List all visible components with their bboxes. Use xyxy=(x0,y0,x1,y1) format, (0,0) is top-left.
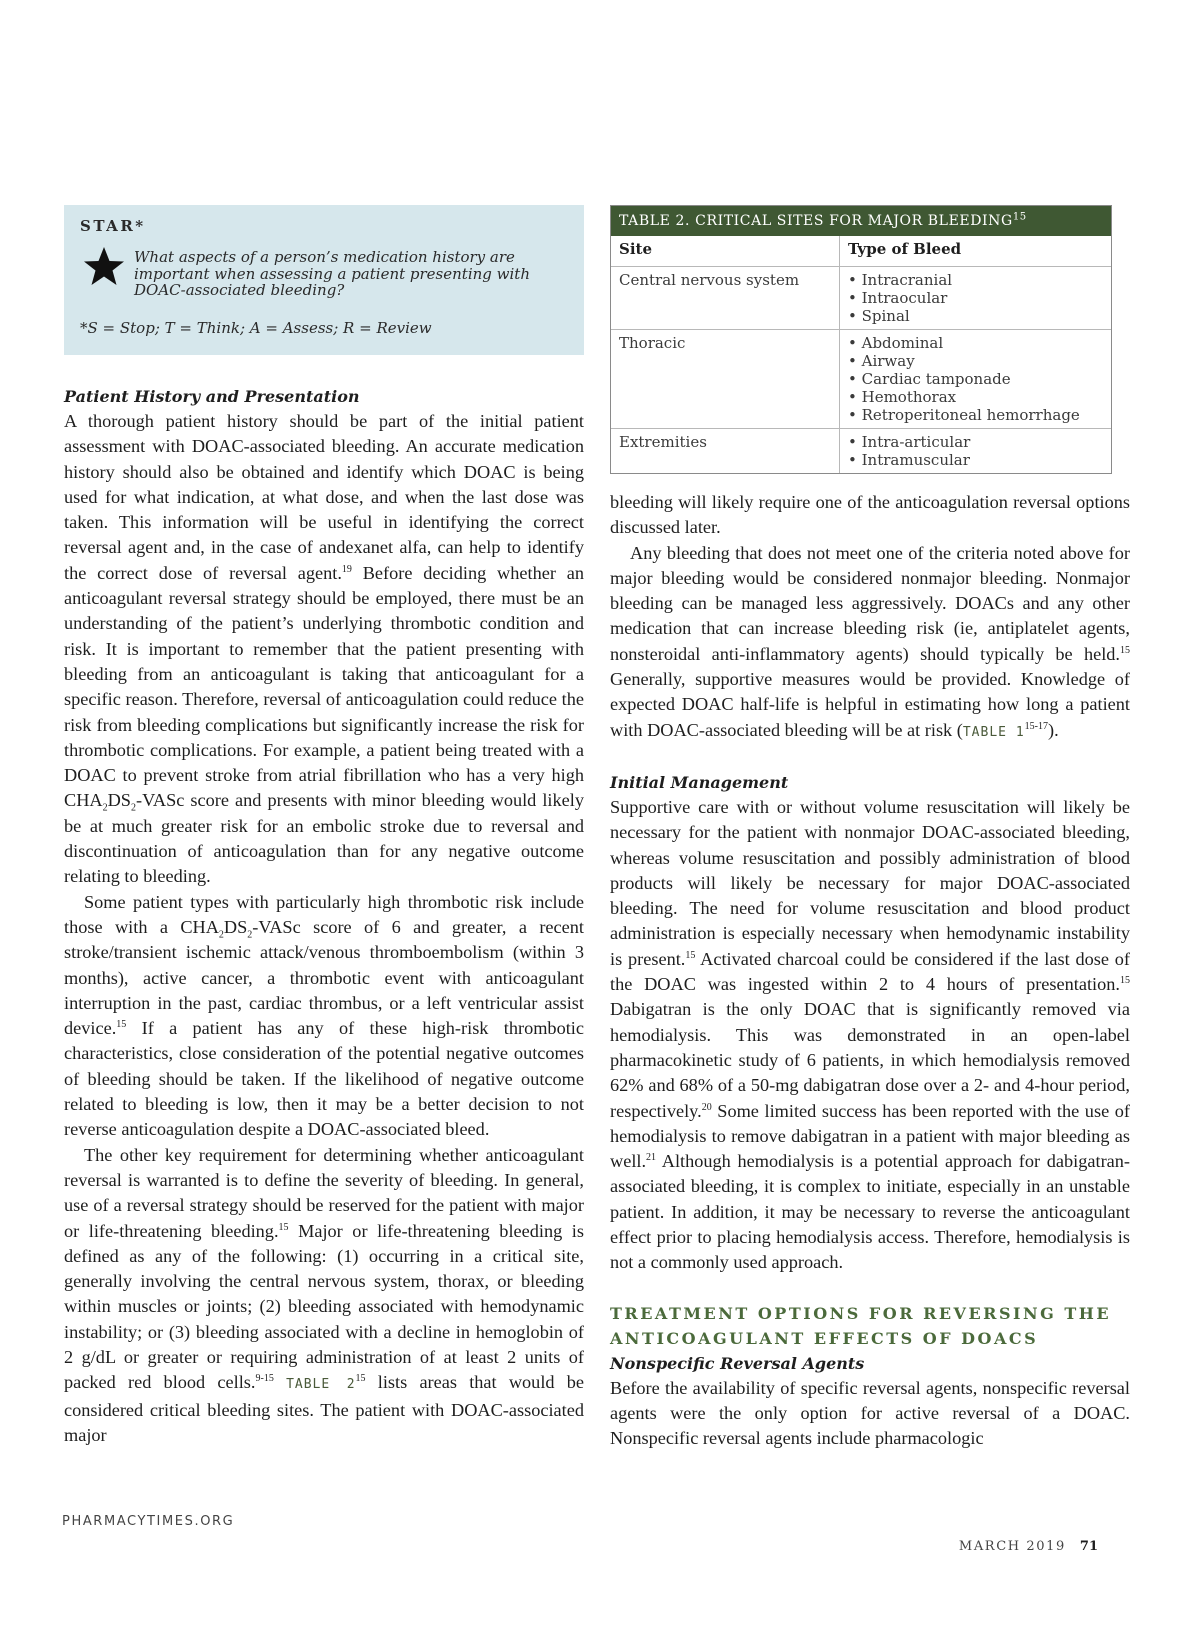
column-header-type: Type of Bleed xyxy=(840,236,1112,267)
star-box xyxy=(64,205,584,355)
table-row xyxy=(611,429,1111,474)
paragraph: A thorough patient history should be part of the initial patient assessment with DOAC-associated bleeding. An accurate medication history should also be obtained and identify which DOAC is being used for what indication, at what dose, and when the last dose was taken. This information will be useful in identifying the correct reversal agent and, in the case of andexanet alfa, can help to identify the correct dose of reversal agent.$^{19}$ Before deciding whether an anticoagulant reversal strategy should be employed, there must be an understanding of the patient’s underlying thrombotic condition and risk. It is important to remember that the patient presenting with bleeding from an anticoagulant is taking that anticoagulant for a specific reason. Therefore, reversal of anticoagulation could reduce the risk from bleeding complications but significantly increase the risk for thrombotic complications. For example, a patient being treated with a DOAC to prevent stroke from atrial fibrillation who has a very high $CHA_2DS_2$-VASc score and presents with minor bleeding would likely be at much greater risk for an embolic stroke due to reversal and discontinuation of anticoagulation than for any negative outcome relating to bleeding. xyxy=(64,411,584,887)
star-icon xyxy=(82,245,126,289)
bleed-cell xyxy=(840,267,1112,330)
star-title: STAR* xyxy=(80,217,146,235)
footer-issue: MARCH 2019 71 xyxy=(958,1539,1098,1554)
table-1-reference: TABLE 1 xyxy=(962,724,1025,740)
paragraph: Supportive care with or without volume resuscitation will likely be necessary for the patient with nonmajor DOAC-associated bleeding, whereas volume resuscitation and possibly administration of blood products will likely be necessary for major DOAC-associated bleeding. The need for volume resuscitation and blood product administration is especially necessary when hemodynamic instability is present.$^{15}$ Activated charcoal could be considered if the last dose of the DOAC was ingested within 2 to 4 hours of presentation.$^{15}$ Dabigatran is the only DOAC that is significantly removed via hemodialysis. This was demonstrated in an open-label pharmacokinetic study of 6 patients, in which hemodialysis removed 62% and 68% of a 50-mg dabigatran dose over a 2- and 4-hour period, respectively.$^{20}$ Some limited success has been reported with the use of hemodialysis to remove dabigatran in a patient with major bleeding as well.$^{21}$ Although hemodialysis is a potential approach for dabigatran-associated bleeding, it is complex to initiate, especially in an unstable patient. In addition, it may be necessary to reverse the anticoagulant effect prior to placing hemodialysis access. Therefore, hemodialysis is not a commonly used approach. xyxy=(610,796,1131,1273)
section-heading-patient-history: Patient History and Presentation xyxy=(64,387,360,406)
paragraph: Some patient types with particularly high thrombotic risk include those with a $CHA_2DS_2$-VASc score of 6 and greater, a recent stroke/transient ischemic attack/venous thromboembolism (within 3 months), active cancer, a thrombotic event with anticoagulant interruption in the past, cardiac thrombus, or a left ventricular assist device.$^{15}$ If a patient has any of these high-risk thrombotic characteristics, close consideration of the potential negative outcomes of bleeding should be taken. If the likelihood of negative outcome related to bleeding is low, then it may be a better decision to not reverse anticoagulation despite a DOAC-associated bleed. xyxy=(64,891,584,1140)
table-row xyxy=(611,267,1111,330)
table-title: TABLE 2. CRITICAL SITES FOR MAJOR BLEEDING$^{15}$ xyxy=(611,206,1111,236)
bleed-cell xyxy=(840,429,1112,474)
paragraph: Any bleeding that does not meet one of the criteria noted above for major bleeding would be considered nonmajor bleeding. Nonmajor bleeding can be managed less aggressively. DOACs and any other medication that can increase bleeding risk (ie, antiplatelet agents, nonsteroidal anti-inflammatory agents) should typically be held.$^{15}$ Generally, supportive measures would be provided. Knowledge of expected DOAC half-life is helpful in estimating how long a patient with DOAC-associated bleeding will be at risk (TABLE 1$^{15-17}$). xyxy=(610,542,1130,740)
footer-site: PHARMACYTIMES.ORG xyxy=(62,1514,235,1529)
section-heading-treatment-options: TREATMENT OPTIONS FOR REVERSING THE ANTICOAGULANT EFFECTS OF DOACS xyxy=(610,1303,1112,1348)
bleed-type: • Airway xyxy=(848,352,1103,370)
paragraph: bleeding will likely require one of the anticoagulation reversal options discussed later. xyxy=(610,492,1130,538)
bleed-type: • Abdominal xyxy=(848,334,1103,352)
site-cell: Extremities xyxy=(611,429,840,474)
right-column xyxy=(610,205,1130,1452)
column-header-site: Site xyxy=(611,236,840,267)
bleed-type: • Intracranial xyxy=(848,271,1103,289)
bleed-type: • Hemothorax xyxy=(848,388,1103,406)
page-number: 71 xyxy=(1079,1539,1098,1554)
bleed-cell xyxy=(840,330,1112,429)
table-row xyxy=(611,330,1111,429)
bleed-type: • Intra-articular xyxy=(848,433,1103,451)
section-heading-nonspecific-agents: Nonspecific Reversal Agents xyxy=(610,1353,865,1373)
paragraph: The other key requirement for determining whether anticoagulant reversal is warranted is to define the severity of bleeding. In general, use of a reversal strategy should be reserved for the patient with major or life-threatening bleeding.$^{15}$ Major or life-threatening bleeding is defined as any of the following: (1) occurring in a critical site, generally involving the central nervous system, thorax, or bleeding within muscles or joints; (2) bleeding associated with hemodynamic instability; or (3) bleeding associated with a decline in hemoglobin of 2 g/dL or greater or requiring administration of at least 2 units of packed red blood cells.$^{9-15}$ TABLE $2^{15}$ lists areas that would be considered critical bleeding sites. The patient with DOAC-associated major xyxy=(64,1144,585,1445)
bleed-type: • Cardiac tamponade xyxy=(848,370,1103,388)
bleed-type: • Intraocular xyxy=(848,289,1103,307)
left-column xyxy=(64,205,584,1448)
site-cell: Thoracic xyxy=(611,330,840,429)
bleed-type: • Spinal xyxy=(848,307,1103,325)
table-body xyxy=(611,236,1111,473)
site-cell: Central nervous system xyxy=(611,267,840,330)
table-2 xyxy=(610,205,1112,474)
bleed-type: • Retroperitoneal hemorrhage xyxy=(848,406,1103,424)
table-2-reference: TABLE 2 xyxy=(286,1377,356,1393)
star-footnote: *S = Stop; T = Think; A = Assess; R = Review xyxy=(80,319,432,337)
paragraph: Before the availability of specific reversal agents, nonspecific reversal agents were the only option for active reversal of a DOAC. Nonspecific reversal agents include pharmacologic xyxy=(610,1377,1130,1449)
section-heading-initial-management: Initial Management xyxy=(610,772,789,792)
bleed-type: • Intramuscular xyxy=(848,451,1103,469)
table-header-row xyxy=(611,236,1111,267)
star-question: What aspects of a person’s medication history are important when assessing a patient presenting with DOAC-associated bleeding? xyxy=(134,248,530,299)
